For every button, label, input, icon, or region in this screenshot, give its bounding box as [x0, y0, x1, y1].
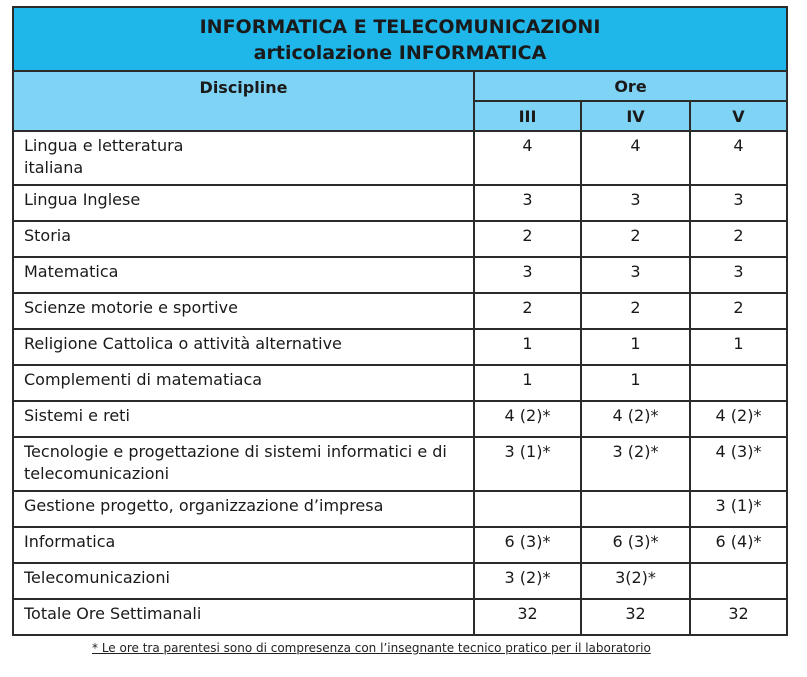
header-year-v: V	[690, 101, 787, 131]
header-hours: Ore	[474, 71, 787, 101]
hours-v: 4	[690, 131, 787, 185]
header-disciplines: Discipline	[13, 71, 474, 131]
footnote: * Le ore tra parentesi sono di compresenza con l’insegnante tecnico pratico per il laboratorio	[92, 641, 651, 655]
hours-iv: 2	[581, 221, 690, 257]
hours-v: 3	[690, 185, 787, 221]
hours-iv	[581, 491, 690, 527]
discipline-name: Lingua Inglese	[13, 185, 474, 221]
table-row	[13, 293, 787, 329]
hours-iv: 3 (2)*	[581, 437, 690, 491]
table-row	[13, 599, 787, 635]
discipline-name: Sistemi e reti	[13, 401, 474, 437]
hours-iv: 2	[581, 293, 690, 329]
hours-v: 6 (4)*	[690, 527, 787, 563]
hours-iii: 1	[474, 365, 581, 401]
hours-v: 32	[690, 599, 787, 635]
table-row	[13, 365, 787, 401]
table-row	[13, 527, 787, 563]
table-row	[13, 491, 787, 527]
table-row	[13, 437, 787, 491]
hours-iii: 2	[474, 293, 581, 329]
hours-iii: 1	[474, 329, 581, 365]
hours-iv: 32	[581, 599, 690, 635]
hours-iii: 2	[474, 221, 581, 257]
hours-v	[690, 563, 787, 599]
discipline-name: Scienze motorie e sportive	[13, 293, 474, 329]
hours-v: 4 (3)*	[690, 437, 787, 491]
hours-iii: 32	[474, 599, 581, 635]
hours-iv: 4 (2)*	[581, 401, 690, 437]
hours-iv: 1	[581, 329, 690, 365]
hours-iii: 3	[474, 185, 581, 221]
discipline-name: Totale Ore Settimanali	[13, 599, 474, 635]
discipline-name: Storia	[13, 221, 474, 257]
header-year-iii: III	[474, 101, 581, 131]
hours-iii: 4	[474, 131, 581, 185]
hours-iii: 4 (2)*	[474, 401, 581, 437]
hours-v: 1	[690, 329, 787, 365]
hours-v: 3 (1)*	[690, 491, 787, 527]
hours-iv: 6 (3)*	[581, 527, 690, 563]
hours-iv: 3	[581, 185, 690, 221]
hours-iv: 3	[581, 257, 690, 293]
table-row	[13, 185, 787, 221]
hours-v: 4 (2)*	[690, 401, 787, 437]
discipline-name: Informatica	[13, 527, 474, 563]
hours-iii: 3 (1)*	[474, 437, 581, 491]
hours-iii: 6 (3)*	[474, 527, 581, 563]
discipline-name: Telecomunicazioni	[13, 563, 474, 599]
hours-v: 2	[690, 221, 787, 257]
table-row	[13, 257, 787, 293]
discipline-name: Lingua e letteratura italiana	[13, 131, 474, 185]
hours-iii: 3 (2)*	[474, 563, 581, 599]
hours-iv: 1	[581, 365, 690, 401]
discipline-name: Matematica	[13, 257, 474, 293]
table-row	[13, 221, 787, 257]
hours-v: 2	[690, 293, 787, 329]
hours-iii: 3	[474, 257, 581, 293]
hours-iv: 3(2)*	[581, 563, 690, 599]
table-body	[13, 131, 787, 635]
title-line-2: articolazione INFORMATICA	[253, 42, 547, 64]
hours-v: 3	[690, 257, 787, 293]
table-row	[13, 131, 787, 185]
hours-iv: 4	[581, 131, 690, 185]
table-title	[13, 7, 787, 71]
header-year-iv: IV	[581, 101, 690, 131]
discipline-name: Religione Cattolica o attività alternative	[13, 329, 474, 365]
discipline-name: Complementi di matematiaca	[13, 365, 474, 401]
table-row	[13, 329, 787, 365]
discipline-name: Tecnologie e progettazione di sistemi informatici e di telecomunicazioni	[13, 437, 474, 491]
hours-v	[690, 365, 787, 401]
table-row	[13, 401, 787, 437]
hours-iii	[474, 491, 581, 527]
title-line-1: INFORMATICA E TELECOMUNICAZIONI	[199, 16, 601, 38]
curriculum-table	[12, 6, 788, 636]
discipline-name: Gestione progetto, organizzazione d’impresa	[13, 491, 474, 527]
table-row	[13, 563, 787, 599]
